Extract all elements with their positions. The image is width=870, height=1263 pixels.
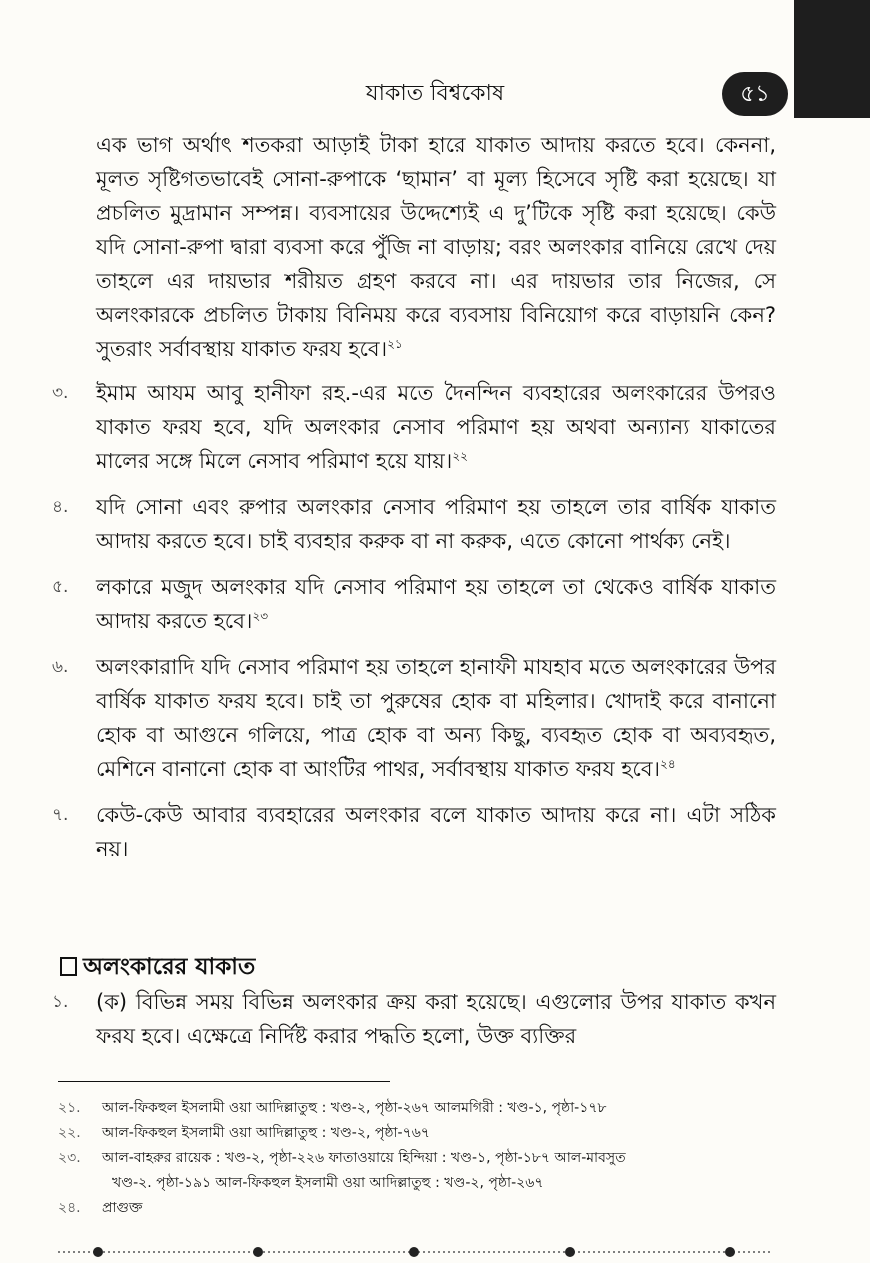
flower-icon bbox=[93, 1247, 103, 1257]
section-text: (ক) বিভিন্ন সময় বিভিন্ন অলংকার ক্রয় করা হয়েছে। এগুলোর উপর যাকাত কখন ফরয হবে। এক্ষেত্রে নির্দিষ্ট করার পদ্ধতি হলো, উক্ত ব্যক্তির bbox=[96, 990, 776, 1048]
list-item bbox=[52, 490, 776, 558]
footnote bbox=[58, 1121, 788, 1146]
footer-ornament bbox=[58, 1245, 770, 1259]
footnote-ref[interactable]: ২৩ bbox=[252, 609, 269, 623]
main-text bbox=[52, 128, 776, 878]
item-text: অলংকারাদি যদি নেসাব পরিমাণ হয় তাহলে হানাফী মাযহাব মতে অলংকারের উপর বার্ষিক যাকাত ফরয হবে। চাই তা পুরুষের হোক বা মহিলার। খোদাই করে বানানো হোক বা আগুনে গলিয়ে, পাত্র হোক বা অন্য কিছু, ব্যবহৃত হোক বা অব্যবহৃত, মেশিনে বানানো হোক বা আংটির পাথর, সর্বাবস্থায় যাকাত ফরয হবে। bbox=[96, 655, 776, 781]
footnote-text: আল-ফিকহুল ইসলামী ওয়া আদিল্লাতুহু : খণ্ড-২, পৃষ্ঠা-২৬৭ আলমগিরী : খণ্ড-১, পৃষ্ঠা-১৭৮ bbox=[102, 1100, 607, 1116]
item-number: ৪. bbox=[52, 497, 69, 517]
footnote-ref[interactable]: ২৪ bbox=[660, 757, 676, 771]
footnote bbox=[58, 1146, 788, 1196]
footnote-text: আল-ফিকহুল ইসলামী ওয়া আদিল্লাতুহু : খণ্ড-২, পৃষ্ঠা-৭৬৭ bbox=[102, 1125, 430, 1141]
footnote-text: আল-বাহরুর রায়েক : খণ্ড-২, পৃষ্ঠা-২২৬ ফাতাওয়ায়ে হিন্দিয়া : খণ্ড-১, পৃষ্ঠা-১৮৭ আল-মাবসুত bbox=[102, 1150, 626, 1166]
footnote-number: ২৪. bbox=[58, 1200, 81, 1216]
list-item bbox=[52, 798, 776, 866]
footnotes bbox=[58, 1096, 788, 1221]
list-item bbox=[52, 570, 776, 638]
item-number: ১. bbox=[52, 992, 69, 1012]
section-heading bbox=[60, 948, 255, 987]
footnote bbox=[58, 1196, 788, 1221]
footnote bbox=[58, 1096, 788, 1121]
flower-icon bbox=[725, 1247, 735, 1257]
item-text: ইমাম আযম আবু হানীফা রহ.-এর মতে দৈনন্দিন ব্যবহারের অলংকারের উপরও যাকাত ফরয হবে, যদি অলংকার নেসাব পরিমাণ হয় অথবা অন্যান্য যাকাতের মালের সঙ্গে মিলে নেসাব পরিমাণ হয়ে যায়। bbox=[96, 381, 776, 473]
list-item bbox=[52, 376, 776, 478]
flower-icon bbox=[565, 1247, 575, 1257]
footnote-number: ২২. bbox=[58, 1125, 81, 1141]
footnote-continuation: খণ্ড-২. পৃষ্ঠা-১৯১ আল-ফিকহুল ইসলামী ওয়া আদিল্লাতুহু : খণ্ড-২, পৃষ্ঠা-২৬৭ bbox=[112, 1175, 544, 1191]
footnote-divider bbox=[58, 1081, 390, 1082]
item-text: কেউ-কেউ আবার ব্যবহারের অলংকার বলে যাকাত আদায় করে না। এটা সঠিক নয়। bbox=[96, 803, 776, 861]
item-number: ৭. bbox=[52, 805, 69, 825]
item-text: যদি সোনা এবং রুপার অলংকার নেসাব পরিমাণ হয় তাহলে তার বার্ষিক যাকাত আদায় করতে হবে। চাই ব্যবহার করুক বা না করুক, এতে কোনো পার্থক্য নেই। bbox=[96, 495, 776, 553]
footnote-ref[interactable]: ২২ bbox=[452, 449, 468, 463]
section-title: অলংকারের যাকাত bbox=[83, 954, 256, 980]
item-number: ৫. bbox=[52, 577, 69, 597]
item-number: ৩. bbox=[52, 383, 69, 403]
item-text: লকারে মজুদ অলংকার যদি নেসাব পরিমাণ হয় তাহলে তা থেকেও বার্ষিক যাকাত আদায় করতে হবে। bbox=[96, 575, 776, 633]
item-number: ৬. bbox=[52, 657, 69, 677]
intro-paragraph bbox=[96, 128, 776, 366]
flower-icon bbox=[253, 1247, 263, 1257]
footnote-number: ২৩. bbox=[58, 1150, 81, 1166]
checkbox-square-icon bbox=[60, 957, 77, 976]
intro-text: এক ভাগ অর্থাৎ শতকরা আড়াই টাকা হারে যাকাত আদায় করতে হবে। কেননা, মূলত সৃষ্টিগতভাবেই সোনা-রুপাকে ‘ছামান’ বা মূল্য হিসেবে সৃষ্টি করা হয়েছে। যা প্রচলিত মুদ্রামান সম্পন্ন। ব্যবসায়ের উদ্দেশ্যেই এ দু’টিকে সৃষ্টি করা হয়েছে। কেউ যদি সোনা-রুপা দ্বারা ব্যবসা করে পুঁজি না বাড়ায়; বরং অলংকার বানিয়ে রেখে দেয় তাহলে এর দায়ভার শরীয়ত গ্রহণ করবে না। এর দায়ভার তার নিজের, সে অলংকারকে প্রচলিত টাকায় বিনিময় করে ব্যবসায় বিনিয়োগ করে বাড়ায়নি কেন? সুতরাং সর্বাবস্থায় যাকাত ফরয হবে। bbox=[96, 133, 776, 361]
footnote-text: প্রাগুক্ত bbox=[102, 1200, 143, 1216]
section-paragraph bbox=[52, 985, 776, 1053]
page-number: ৫১ bbox=[722, 72, 788, 116]
flower-icon bbox=[409, 1247, 419, 1257]
running-title: যাকাত বিশ্বকোষ bbox=[365, 81, 505, 106]
footnote-ref[interactable]: ২১ bbox=[387, 337, 403, 351]
footnote-number: ২১. bbox=[58, 1100, 81, 1116]
list-item bbox=[52, 650, 776, 786]
